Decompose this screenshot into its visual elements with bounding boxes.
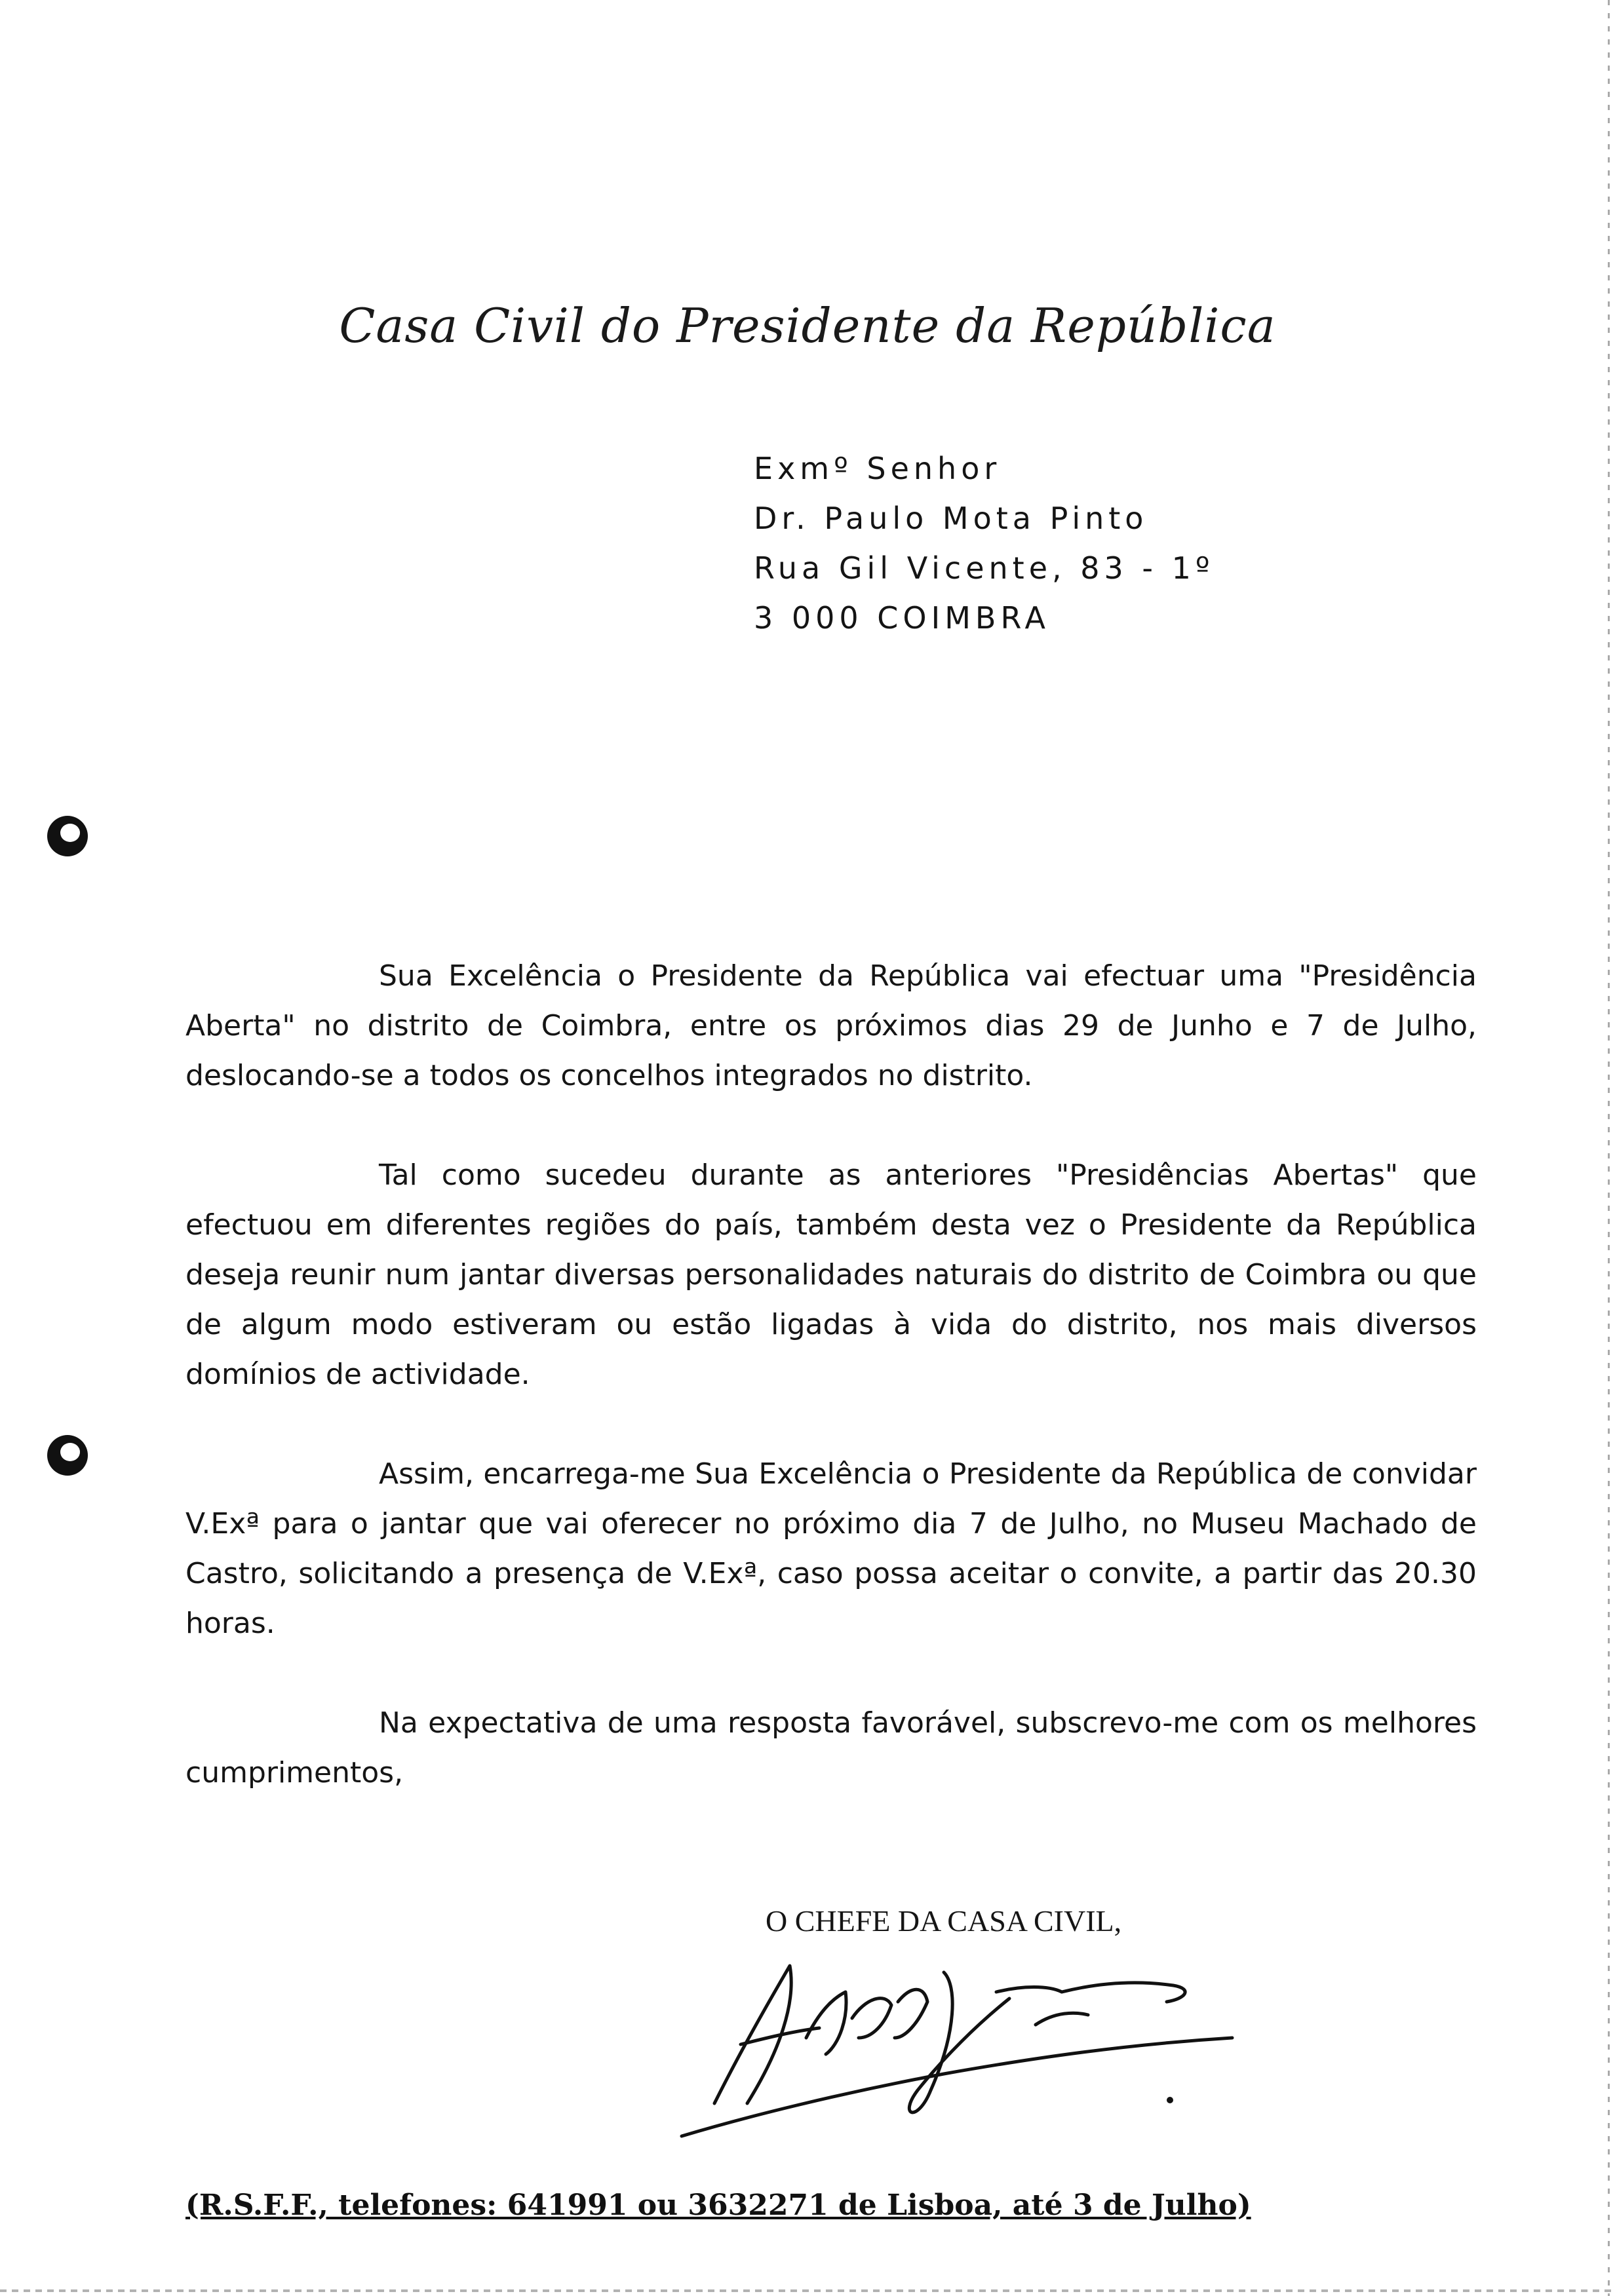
recipient-city: 3 000 COIMBRA [754, 600, 1051, 636]
letterhead: Casa Civil do Presidente da República [339, 298, 1276, 353]
footer-rsvp: (R.S.F.F., telefones: 641991 ou 3632271 de Lisboa, até 3 de Julho) [185, 2189, 1251, 2222]
paragraph-4: Na expectativa de uma resposta favorável, subscrevo-me com os melhores cumprimentos, [185, 1706, 1477, 1789]
paragraph-3: Assim, encarrega-me Sua Excelência o Presidente da República de convidar V.Exª para o jantar que vai oferecer no próximo dia 7 de Julho, no Museu Machado de Castro, solicitando a presença de V.Exª, caso possa aceitar o convite, a partir das 20.30 horas. [185, 1457, 1477, 1640]
letter-body [185, 951, 1477, 1798]
scan-edge-bottom [0, 2289, 1615, 2292]
recipient-name: Dr. Paulo Mota Pinto [754, 501, 1148, 536]
recipient-salutation: Exmº Senhor [754, 451, 1002, 486]
recipient-street: Rua Gil Vicente, 83 - 1º [754, 550, 1215, 586]
paragraph-2: Tal como sucedeu durante as anteriores "Presidências Abertas" que efectuou em diferentes regiões do país, também desta vez o Presidente da República deseja reunir num jantar diversas personalidades naturais do distrito de Coimbra ou que de algum modo estiveram ou estão ligadas à vida do distrito, nos mais diversos domínios de actividade. [185, 1158, 1477, 1391]
punch-hole-bottom [47, 1435, 88, 1476]
signature [669, 1940, 1245, 2149]
paragraph-1: Sua Excelência o Presidente da República vai efectuar uma "Presidência Aberta" no distrito de Coimbra, entre os próximos dias 29 de Junho e 7 de Julho, deslocando-se a todos os concelhos integrados no distrito. [185, 959, 1477, 1092]
closing-title: O CHEFE DA CASA CIVIL, [766, 1904, 1122, 1938]
punch-hole-top [47, 816, 88, 856]
